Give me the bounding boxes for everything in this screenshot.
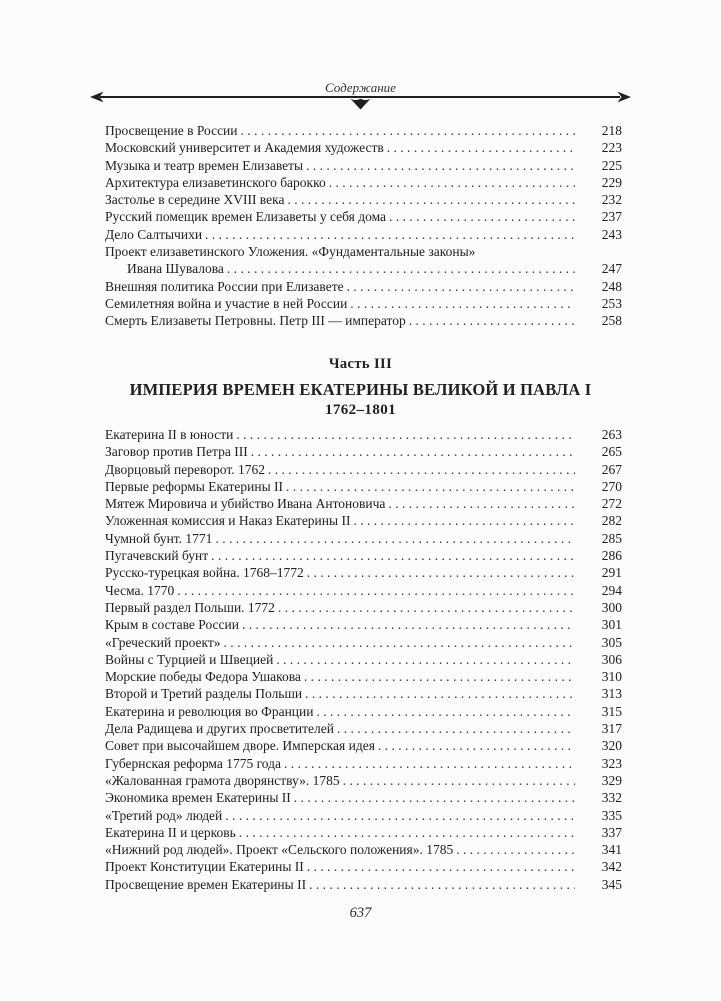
- toc-page-number: 342: [601, 859, 622, 875]
- dot-leader: [347, 278, 575, 295]
- toc-entry-text: Морские победы Федора Ушакова: [105, 669, 301, 685]
- toc-entry-text: Второй и Третий разделы Польши: [105, 686, 303, 702]
- dot-leader: [409, 312, 575, 329]
- toc-entry: [105, 720, 622, 737]
- dot-leader: [307, 858, 575, 875]
- toc-entry-text: Дела Радищева и других просветителей: [105, 721, 334, 737]
- toc-page-number: 229: [601, 174, 622, 190]
- toc-entry-text: Просвещение в России: [105, 123, 238, 138]
- toc-entry: [105, 174, 622, 191]
- dot-leader: [227, 260, 575, 277]
- toc-block-elizabeth-era: [105, 122, 622, 330]
- dot-leader: [350, 295, 575, 312]
- toc-entry-text: Войны с Турцией и Швецией: [105, 651, 274, 667]
- toc-page-number: 313: [601, 686, 622, 702]
- toc-entry-continuation: Ивана Шувалова: [127, 261, 224, 277]
- dot-leader: [215, 530, 575, 547]
- toc-entry: [105, 824, 622, 841]
- toc-entry-text: Екатерина II в юности: [105, 427, 234, 442]
- toc-entry-text: Музыка и театр времен Елизаветы: [105, 157, 304, 173]
- toc-entry-text: Русский помещик времен Елизаветы у себя дома: [105, 209, 387, 225]
- toc-page-number: 263: [601, 427, 622, 442]
- toc-entry-text: Первые реформы Екатерины II: [105, 478, 284, 494]
- toc-entry-text: «Нижний род людей». Проект «Сельского положения». 1785: [105, 842, 454, 858]
- part-years: 1762–1801: [324, 402, 397, 418]
- toc-entry-text: Русско-турецкая война. 1768–1772: [105, 565, 304, 581]
- toc-entry-text: Чумной бунт. 1771: [105, 530, 213, 546]
- toc-page-number: 282: [601, 513, 622, 529]
- toc-entry: [105, 295, 622, 312]
- toc-entry: [105, 703, 622, 720]
- toc-page-number: 323: [601, 755, 622, 771]
- dot-leader: [329, 174, 575, 191]
- dot-leader: [268, 461, 575, 478]
- toc-entry: [105, 426, 622, 443]
- toc-entry: [105, 547, 622, 564]
- toc-entry-text: Смерть Елизаветы Петровны. Петр III — император: [105, 313, 406, 329]
- toc-entry: [105, 495, 622, 512]
- toc-entry: [105, 858, 622, 875]
- toc-page-number: 300: [601, 599, 622, 615]
- toc-entry: [105, 876, 622, 893]
- toc-entry: [105, 685, 622, 702]
- toc-entry: [105, 478, 622, 495]
- toc-entry: [105, 260, 622, 277]
- toc-block-catherine-era: [105, 426, 622, 893]
- toc-entry-text: Совет при высочайшем дворе. Имперская идея: [105, 738, 375, 754]
- toc-entry: [105, 191, 622, 208]
- dot-leader: [177, 582, 575, 599]
- dot-leader: [305, 685, 575, 702]
- toc-entry-text: Просвещение времен Екатерины II: [105, 876, 307, 892]
- toc-entry-text: Застолье в середине XVIII века: [105, 192, 285, 208]
- toc-page-number: 317: [601, 721, 622, 737]
- toc-entry: [105, 772, 622, 789]
- dot-leader: [284, 755, 575, 772]
- toc-page-number: 218: [601, 123, 622, 138]
- dot-leader: [389, 208, 575, 225]
- toc-entry: [105, 226, 622, 243]
- part-number: Часть III: [328, 356, 393, 372]
- toc-entry-text: Екатерина II и церковь: [105, 824, 236, 840]
- toc-page-number: 337: [601, 824, 622, 840]
- toc-page-number: 258: [601, 313, 622, 329]
- dot-leader: [225, 807, 575, 824]
- toc-entry: [105, 530, 622, 547]
- dot-leader: [304, 668, 575, 685]
- dot-leader: [387, 139, 575, 156]
- toc-page-number: 329: [601, 772, 622, 788]
- toc-page-number: 332: [601, 790, 622, 806]
- toc-page-number: 270: [601, 478, 622, 494]
- section-heading: [0, 356, 721, 419]
- toc-entry-text: Первый раздел Польши. 1772: [105, 599, 275, 615]
- toc-entry: [105, 634, 622, 651]
- toc-page-number: 310: [601, 669, 622, 685]
- dot-leader: [306, 157, 575, 174]
- toc-entry-text: Экономика времен Екатерины II: [105, 790, 291, 806]
- toc-entry: [105, 512, 622, 529]
- dot-leader: [456, 841, 575, 858]
- folio-page-number: 637: [349, 905, 372, 921]
- dot-leader: [224, 634, 575, 651]
- dot-leader: [241, 122, 575, 139]
- toc-entry-text: «Жалованная грамота дворянству». 1785: [105, 772, 340, 788]
- toc-page-number: 305: [601, 634, 622, 650]
- toc-entry-text: Семилетняя война и участие в ней России: [105, 295, 348, 311]
- toc-page-number: 237: [601, 209, 622, 225]
- dot-leader: [278, 599, 575, 616]
- toc-entry-text: Проект Конституции Екатерины II: [105, 859, 304, 875]
- dot-leader: [276, 651, 575, 668]
- toc-entry-text: Архитектура елизаветинского барокко: [105, 174, 326, 190]
- dot-leader: [239, 824, 575, 841]
- part-title: ИМПЕРИЯ ВРЕМЕН ЕКАТЕРИНЫ ВЕЛИКОЙ И ПАВЛА I: [129, 380, 592, 399]
- toc-page-number: 232: [601, 192, 622, 208]
- toc-page-number: 272: [601, 496, 622, 512]
- dot-leader: [316, 703, 575, 720]
- toc-page-number: 223: [601, 140, 622, 156]
- toc-entry: [105, 599, 622, 616]
- toc-entry-text: Уложенная комиссия и Наказ Екатерины II: [105, 513, 351, 529]
- toc-page-number: 253: [601, 295, 622, 311]
- toc-entry: [105, 157, 622, 174]
- toc-entry-text: Чесма. 1770: [105, 582, 175, 598]
- toc-entry-text: Московский университет и Академия художеств: [105, 140, 384, 156]
- toc-page-number: 265: [601, 444, 622, 460]
- toc-page-number: 301: [601, 617, 622, 633]
- toc-entry: [105, 208, 622, 225]
- toc-entry: [105, 616, 622, 633]
- toc-entry: [105, 651, 622, 668]
- toc-page-number: 291: [601, 565, 622, 581]
- toc-entry-text: Заговор против Петра III: [105, 444, 248, 460]
- ornamental-rule: [89, 90, 632, 116]
- toc-page-number: 286: [601, 548, 622, 564]
- dot-leader: [236, 426, 575, 443]
- dot-leader: [307, 564, 575, 581]
- toc-entry: [105, 278, 622, 295]
- toc-page-number: 294: [601, 582, 622, 598]
- toc-entry-text: Крым в составе России: [105, 617, 239, 633]
- toc-entry: [105, 737, 622, 754]
- dot-leader: [337, 720, 575, 737]
- toc-page-number: 225: [601, 157, 622, 173]
- dot-leader: [251, 443, 575, 460]
- toc-page-number: 267: [601, 461, 622, 477]
- toc-page-number: 320: [601, 738, 622, 754]
- dot-leader: [353, 512, 575, 529]
- dot-leader: [211, 547, 575, 564]
- toc-page-number: 306: [601, 651, 622, 667]
- toc-entry: [105, 841, 622, 858]
- toc-entry-text: Мятеж Мировича и убийство Ивана Антоновича: [105, 496, 386, 512]
- dot-leader: [343, 772, 575, 789]
- dot-leader: [242, 616, 575, 633]
- toc-entry-text: «Третий род» людей: [105, 807, 223, 823]
- running-head: Содержание: [325, 80, 396, 95]
- toc-page-number: 341: [601, 842, 622, 858]
- toc-entry: [105, 243, 622, 260]
- toc-entry: [105, 461, 622, 478]
- toc-page-number: 247: [601, 261, 622, 277]
- toc-entry: [105, 443, 622, 460]
- dot-leader: [205, 226, 575, 243]
- dot-leader: [388, 495, 575, 512]
- dot-leader: [287, 191, 575, 208]
- toc-page-number: 315: [601, 703, 622, 719]
- toc-entry: [105, 582, 622, 599]
- toc-entry-text: Дворцовый переворот. 1762: [105, 461, 265, 477]
- toc-entry: [105, 789, 622, 806]
- toc-page-number: 248: [601, 278, 622, 294]
- dot-leader: [294, 789, 575, 806]
- toc-entry-text: «Греческий проект»: [105, 634, 221, 650]
- toc-entry: [105, 564, 622, 581]
- toc-page-number: 345: [601, 876, 622, 892]
- toc-entry: [105, 668, 622, 685]
- toc-page-number: 243: [601, 226, 622, 242]
- toc-entry: [105, 312, 622, 329]
- dot-leader: [309, 876, 575, 893]
- toc-entry: [105, 139, 622, 156]
- toc-entry-text: Губернская реформа 1775 года: [105, 755, 282, 771]
- toc-entry-text: Проект елизаветинского Уложения. «Фундаментальные законы»: [105, 244, 476, 260]
- toc-page-number: 285: [601, 530, 622, 546]
- toc-entry-text: Дело Салтычихи: [105, 226, 203, 242]
- toc-entry: [105, 807, 622, 824]
- toc-entry-text: Пугачевский бунт: [105, 548, 209, 564]
- center-drop-ornament-icon: [351, 99, 371, 110]
- toc-entry: [105, 122, 622, 139]
- toc-entry-text: Внешняя политика России при Елизавете: [105, 278, 344, 294]
- toc-entry-text: Екатерина и революция во Франции: [105, 703, 314, 719]
- toc-entry: [105, 755, 622, 772]
- dot-leader: [378, 737, 575, 754]
- dot-leader: [286, 478, 575, 495]
- toc-page-number: 335: [601, 807, 622, 823]
